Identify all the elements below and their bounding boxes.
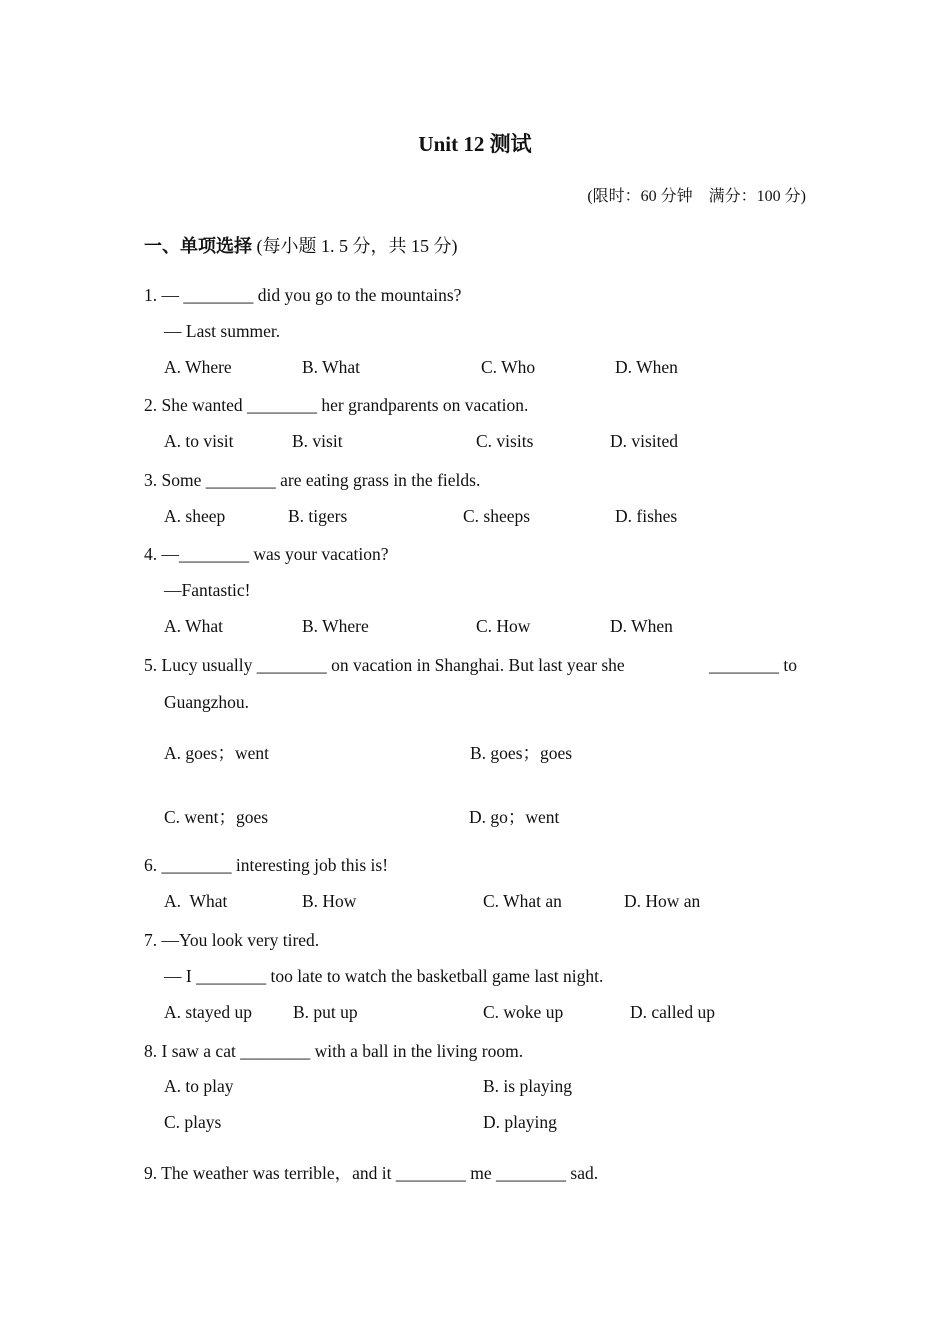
question-8-option-d: D. playing [483,1112,557,1132]
question-1-answer-line: — Last summer. [164,321,281,341]
question-7-option-d: D. called up [630,1002,716,1022]
question-3-option-d: D. fishes [615,506,678,526]
question-3-stem: 3. Some ________ are eating grass in the fields. [144,470,481,490]
question-6-option-b: B. How [302,891,357,911]
question-1-option-a: A. Where [164,357,232,377]
section-note: (每小题 1. 5 分，共 15 分) [252,236,458,256]
question-8-option-c: C. plays [164,1112,222,1132]
question-5-option-a: A. goes；went [164,743,269,763]
question-4-stem: 4. —________ was your vacation? [144,544,389,564]
question-5-option-c: C. went；goes [164,807,269,827]
question-5-option-d: D. go；went [469,807,560,827]
time-and-score-info: (限时：60 分钟 满分：100 分) [587,188,806,205]
question-7-option-c: C. woke up [483,1002,564,1022]
question-1-option-b: B. What [302,357,361,377]
question-1-option-c: C. Who [481,357,536,377]
question-6-option-d: D. How an [624,891,701,911]
page-title: Unit 12 测试 [418,132,532,156]
question-5-stem-continued: Guangzhou. [164,692,250,712]
question-3-option-b: B. tigers [288,506,348,526]
question-1-option-d: D. When [615,357,678,377]
question-2-option-d: D. visited [610,431,679,451]
question-8-stem: 8. I saw a cat ________ with a ball in the living room. [144,1041,524,1061]
question-5-stem: 5. Lucy usually ________ on vacation in Shanghai. But last year she [144,655,625,675]
question-6-option-a: A. What [164,891,228,911]
section-heading [144,234,458,258]
question-8-option-b: B. is playing [483,1076,572,1096]
question-2-option-a: A. to visit [164,431,234,451]
question-2-stem: 2. She wanted ________ her grandparents on vacation. [144,395,529,415]
question-4-option-c: C. How [476,616,531,636]
question-5-stem-end: ________ to [709,655,797,675]
question-3-option-c: C. sheeps [463,506,531,526]
question-2-option-c: C. visits [476,431,534,451]
question-3-option-a: A. sheep [164,506,226,526]
question-4-option-d: D. When [610,616,673,636]
question-6-stem: 6. ________ interesting job this is! [144,855,389,875]
question-9-stem: 9. The weather was terrible，and it ________ me ________ sad. [144,1163,599,1183]
question-8-option-a: A. to play [164,1076,234,1096]
question-7-stem: 7. —You look very tired. [144,930,320,950]
question-4-option-a: A. What [164,616,223,636]
question-1-stem: 1. — ________ did you go to the mountains? [144,285,462,305]
question-7-answer-line: — I ________ too late to watch the basketball game last night. [164,966,604,986]
question-4-option-b: B. Where [302,616,369,636]
question-2-option-b: B. visit [292,431,343,451]
question-4-answer-line: —Fantastic! [164,580,251,600]
question-7-option-a: A. stayed up [164,1002,252,1022]
question-5-option-b: B. goes；goes [470,743,573,763]
question-7-option-b: B. put up [293,1002,358,1022]
question-6-option-c: C. What an [483,891,562,911]
section-label: 一、单项选择 [144,236,252,256]
